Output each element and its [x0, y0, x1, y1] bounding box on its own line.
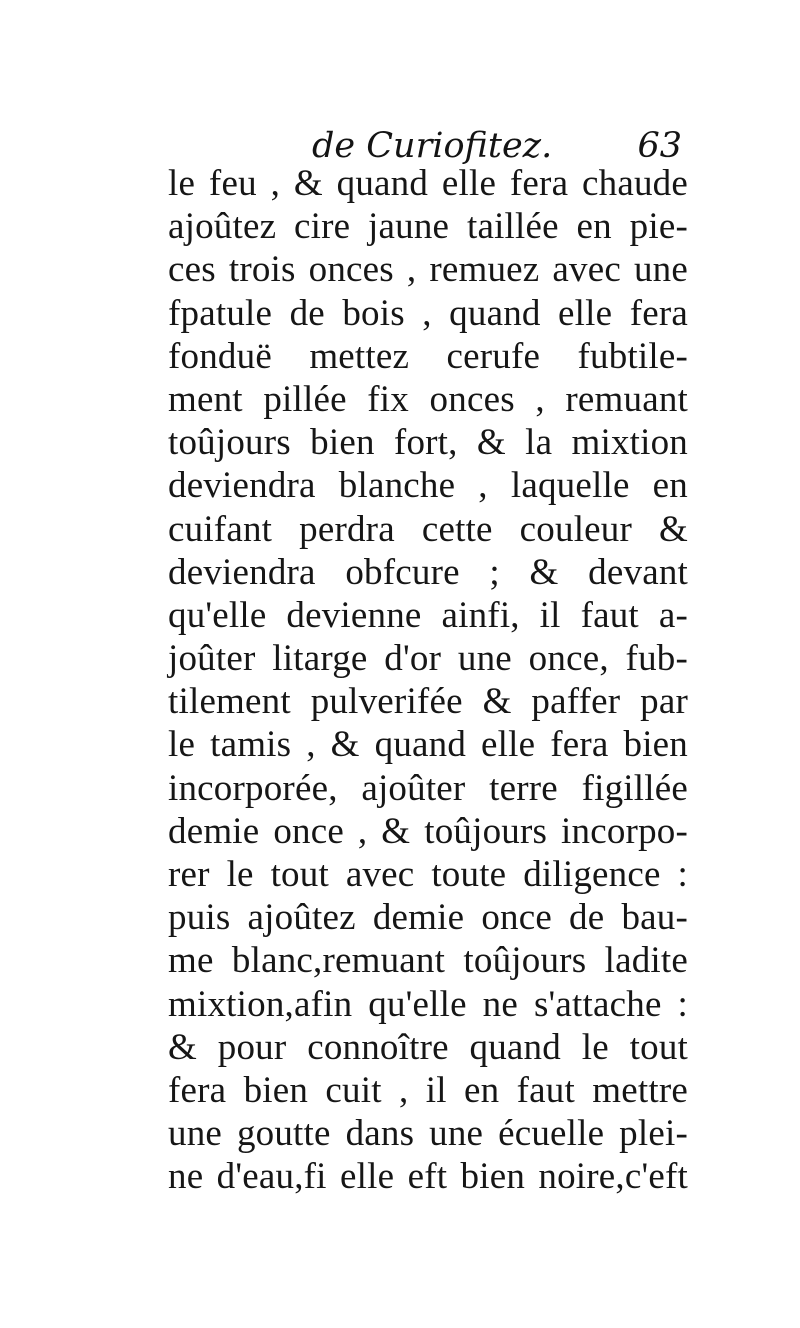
- text-line: tilement pulverifée & paffer par: [168, 681, 688, 723]
- body-text: [168, 162, 688, 1199]
- text-line: ces trois onces , remuez avec une: [168, 249, 688, 291]
- text-line: fonduë mettez cerufe fubtile-: [168, 335, 688, 377]
- text-line: le feu , & quand elle fera chaude: [168, 163, 688, 204]
- text-line: toûjours bien fort, & la mixtion: [168, 422, 688, 464]
- text-line: ne d'eau,fi elle eft bien noire,c'eft: [168, 1156, 688, 1198]
- text-line: rer le tout avec toute diligence :: [168, 854, 688, 895]
- text-line: joûter litarge d'or une once, fub-: [168, 638, 688, 680]
- text-line: puis ajoûtez demie once de bau-: [168, 897, 688, 939]
- text-line: ment pillée fix onces , remuant: [168, 378, 688, 420]
- text-line: une goutte dans une écuelle plei-: [168, 1113, 688, 1155]
- text-line: demie once , & toûjours incorpo-: [168, 810, 688, 852]
- text-line: deviendra obfcure ; & devant: [168, 551, 688, 593]
- text-line: me blanc,remuant toûjours ladite: [168, 940, 688, 982]
- text-line: fpatule de bois , quand elle fera: [168, 292, 688, 334]
- text-line: mixtion,afin qu'elle ne s'attache :: [168, 983, 688, 1025]
- text-line: fera bien cuit , il en faut mettre: [168, 1069, 688, 1111]
- text-line: incorporée, ajoûter terre figillée: [168, 767, 688, 809]
- running-title: de Curiofitez.: [312, 126, 553, 166]
- text-line: le tamis , & quand elle fera bien: [168, 724, 688, 766]
- text-line: & pour connoître quand le tout: [168, 1026, 688, 1068]
- text-line: deviendra blanche , laquelle en: [168, 465, 688, 507]
- text-line: cuifant perdra cette couleur &: [168, 508, 688, 550]
- text-line: ajoûtez cire jaune taillée en pie-: [168, 206, 688, 248]
- text-line: qu'elle devienne ainfi, il faut a-: [168, 594, 688, 636]
- page-number: 63: [637, 126, 682, 166]
